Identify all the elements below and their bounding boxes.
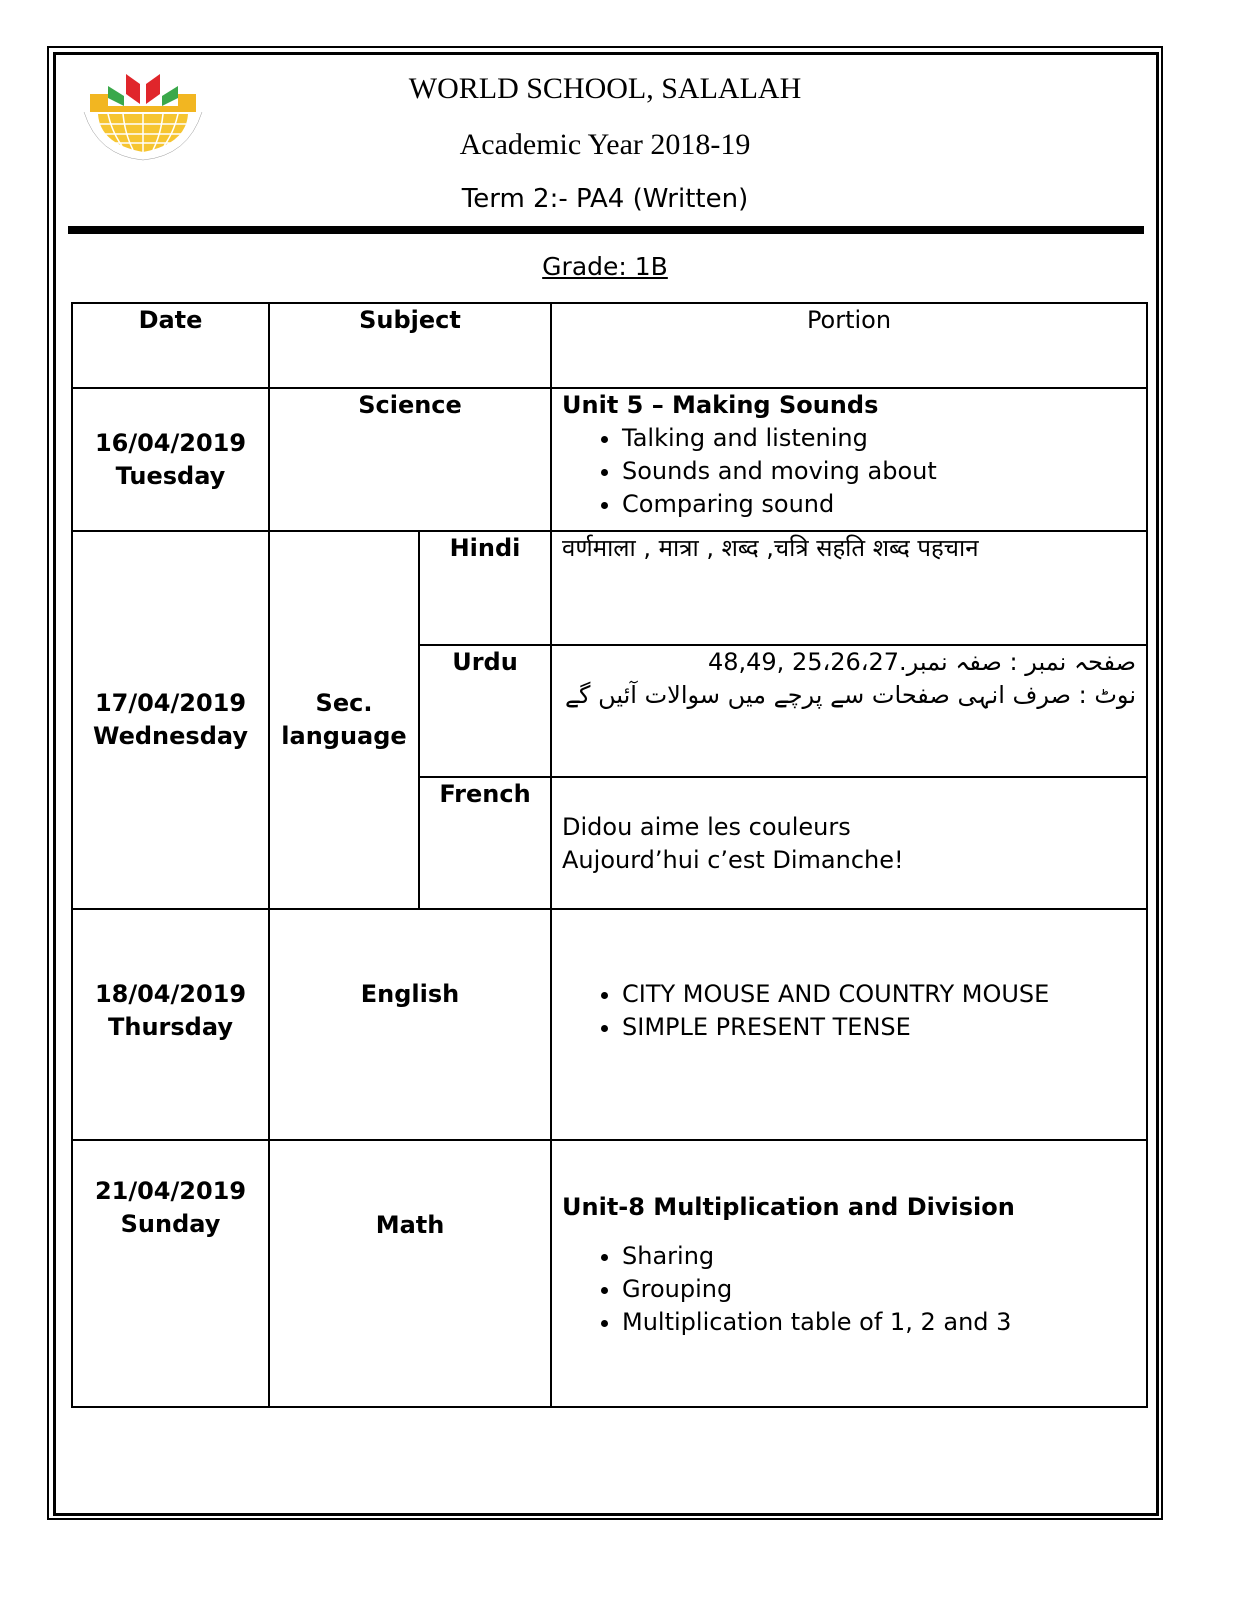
academic-year: Academic Year 2018-19 — [459, 128, 751, 161]
subject-cell: English — [269, 909, 551, 1140]
subject-line: language — [281, 722, 407, 750]
list-item: • Grouping — [622, 1273, 1136, 1306]
table-header-row — [72, 303, 1147, 388]
header-divider — [68, 226, 1144, 234]
subject-cell — [269, 531, 419, 909]
language-cell: Hindi — [419, 531, 551, 645]
list-item: • Comparing sound — [622, 488, 1136, 521]
school-name: WORLD SCHOOL, SALALAH — [408, 72, 802, 105]
list-item: • Talking and listening — [622, 422, 1136, 455]
date-cell — [72, 1140, 269, 1407]
topic-list — [562, 422, 1136, 521]
day: Wednesday — [92, 722, 248, 750]
subject-cell: Math — [269, 1140, 551, 1407]
date: 17/04/2019 — [94, 689, 247, 717]
portion-cell: वर्णमाला , मात्रा , शब्द ,चत्रि सहति शब्द पहचान — [551, 531, 1147, 645]
grade-label: Grade: 1B — [542, 252, 668, 281]
date: 18/04/2019 — [94, 980, 247, 1008]
term-title: Term 2:- PA4 (Written) — [461, 184, 749, 214]
portion-cell — [551, 645, 1147, 777]
subject-cell: Science — [269, 388, 551, 531]
exam-schedule-table — [71, 302, 1148, 1408]
subject-line: Sec. — [315, 689, 373, 717]
table-row — [72, 909, 1147, 1140]
topic-list — [562, 1240, 1136, 1339]
table-row — [72, 1140, 1147, 1407]
date: 16/04/2019 — [94, 428, 247, 457]
header-date: Date — [72, 303, 269, 388]
portion-cell — [551, 388, 1147, 531]
portion-line: نوٹ : صرف انہی صفحات سے پرچے میں سوالات آئیں گے — [564, 681, 1137, 709]
list-item: • Multiplication table of 1, 2 and 3 — [622, 1306, 1136, 1339]
unit-title: Unit-8 Multiplication and Division — [562, 1193, 1015, 1221]
portion-line: Didou aime les couleurs — [562, 813, 851, 841]
unit-title: Unit 5 – Making Sounds — [562, 391, 879, 419]
language-cell: Urdu — [419, 645, 551, 777]
list-item: • Sharing — [622, 1240, 1136, 1273]
topic-list — [562, 978, 1136, 1044]
list-item: • Sounds and moving about — [622, 455, 1136, 488]
table-row — [72, 531, 1147, 645]
day: Thursday — [108, 1013, 233, 1041]
list-item: • CITY MOUSE AND COUNTRY MOUSE — [622, 978, 1136, 1011]
portion-cell — [551, 1140, 1147, 1407]
portion-cell — [551, 777, 1147, 909]
portion-cell — [551, 909, 1147, 1140]
header-portion: Portion — [551, 303, 1147, 388]
portion-line: صفحہ نمبر : صفہ نمبر.25،26،27 ,48,49 — [707, 648, 1137, 676]
date-cell — [72, 388, 269, 531]
date: 21/04/2019 — [94, 1177, 247, 1205]
table-row — [72, 388, 1147, 531]
list-item: • SIMPLE PRESENT TENSE — [622, 1011, 1136, 1044]
day: Tuesday — [115, 461, 226, 490]
portion-line: Aujourd’hui c’est Dimanche! — [562, 846, 904, 874]
header-subject: Subject — [269, 303, 551, 388]
language-cell: French — [419, 777, 551, 909]
day: Sunday — [120, 1210, 221, 1238]
date-cell — [72, 531, 269, 909]
date-cell — [72, 909, 269, 1140]
